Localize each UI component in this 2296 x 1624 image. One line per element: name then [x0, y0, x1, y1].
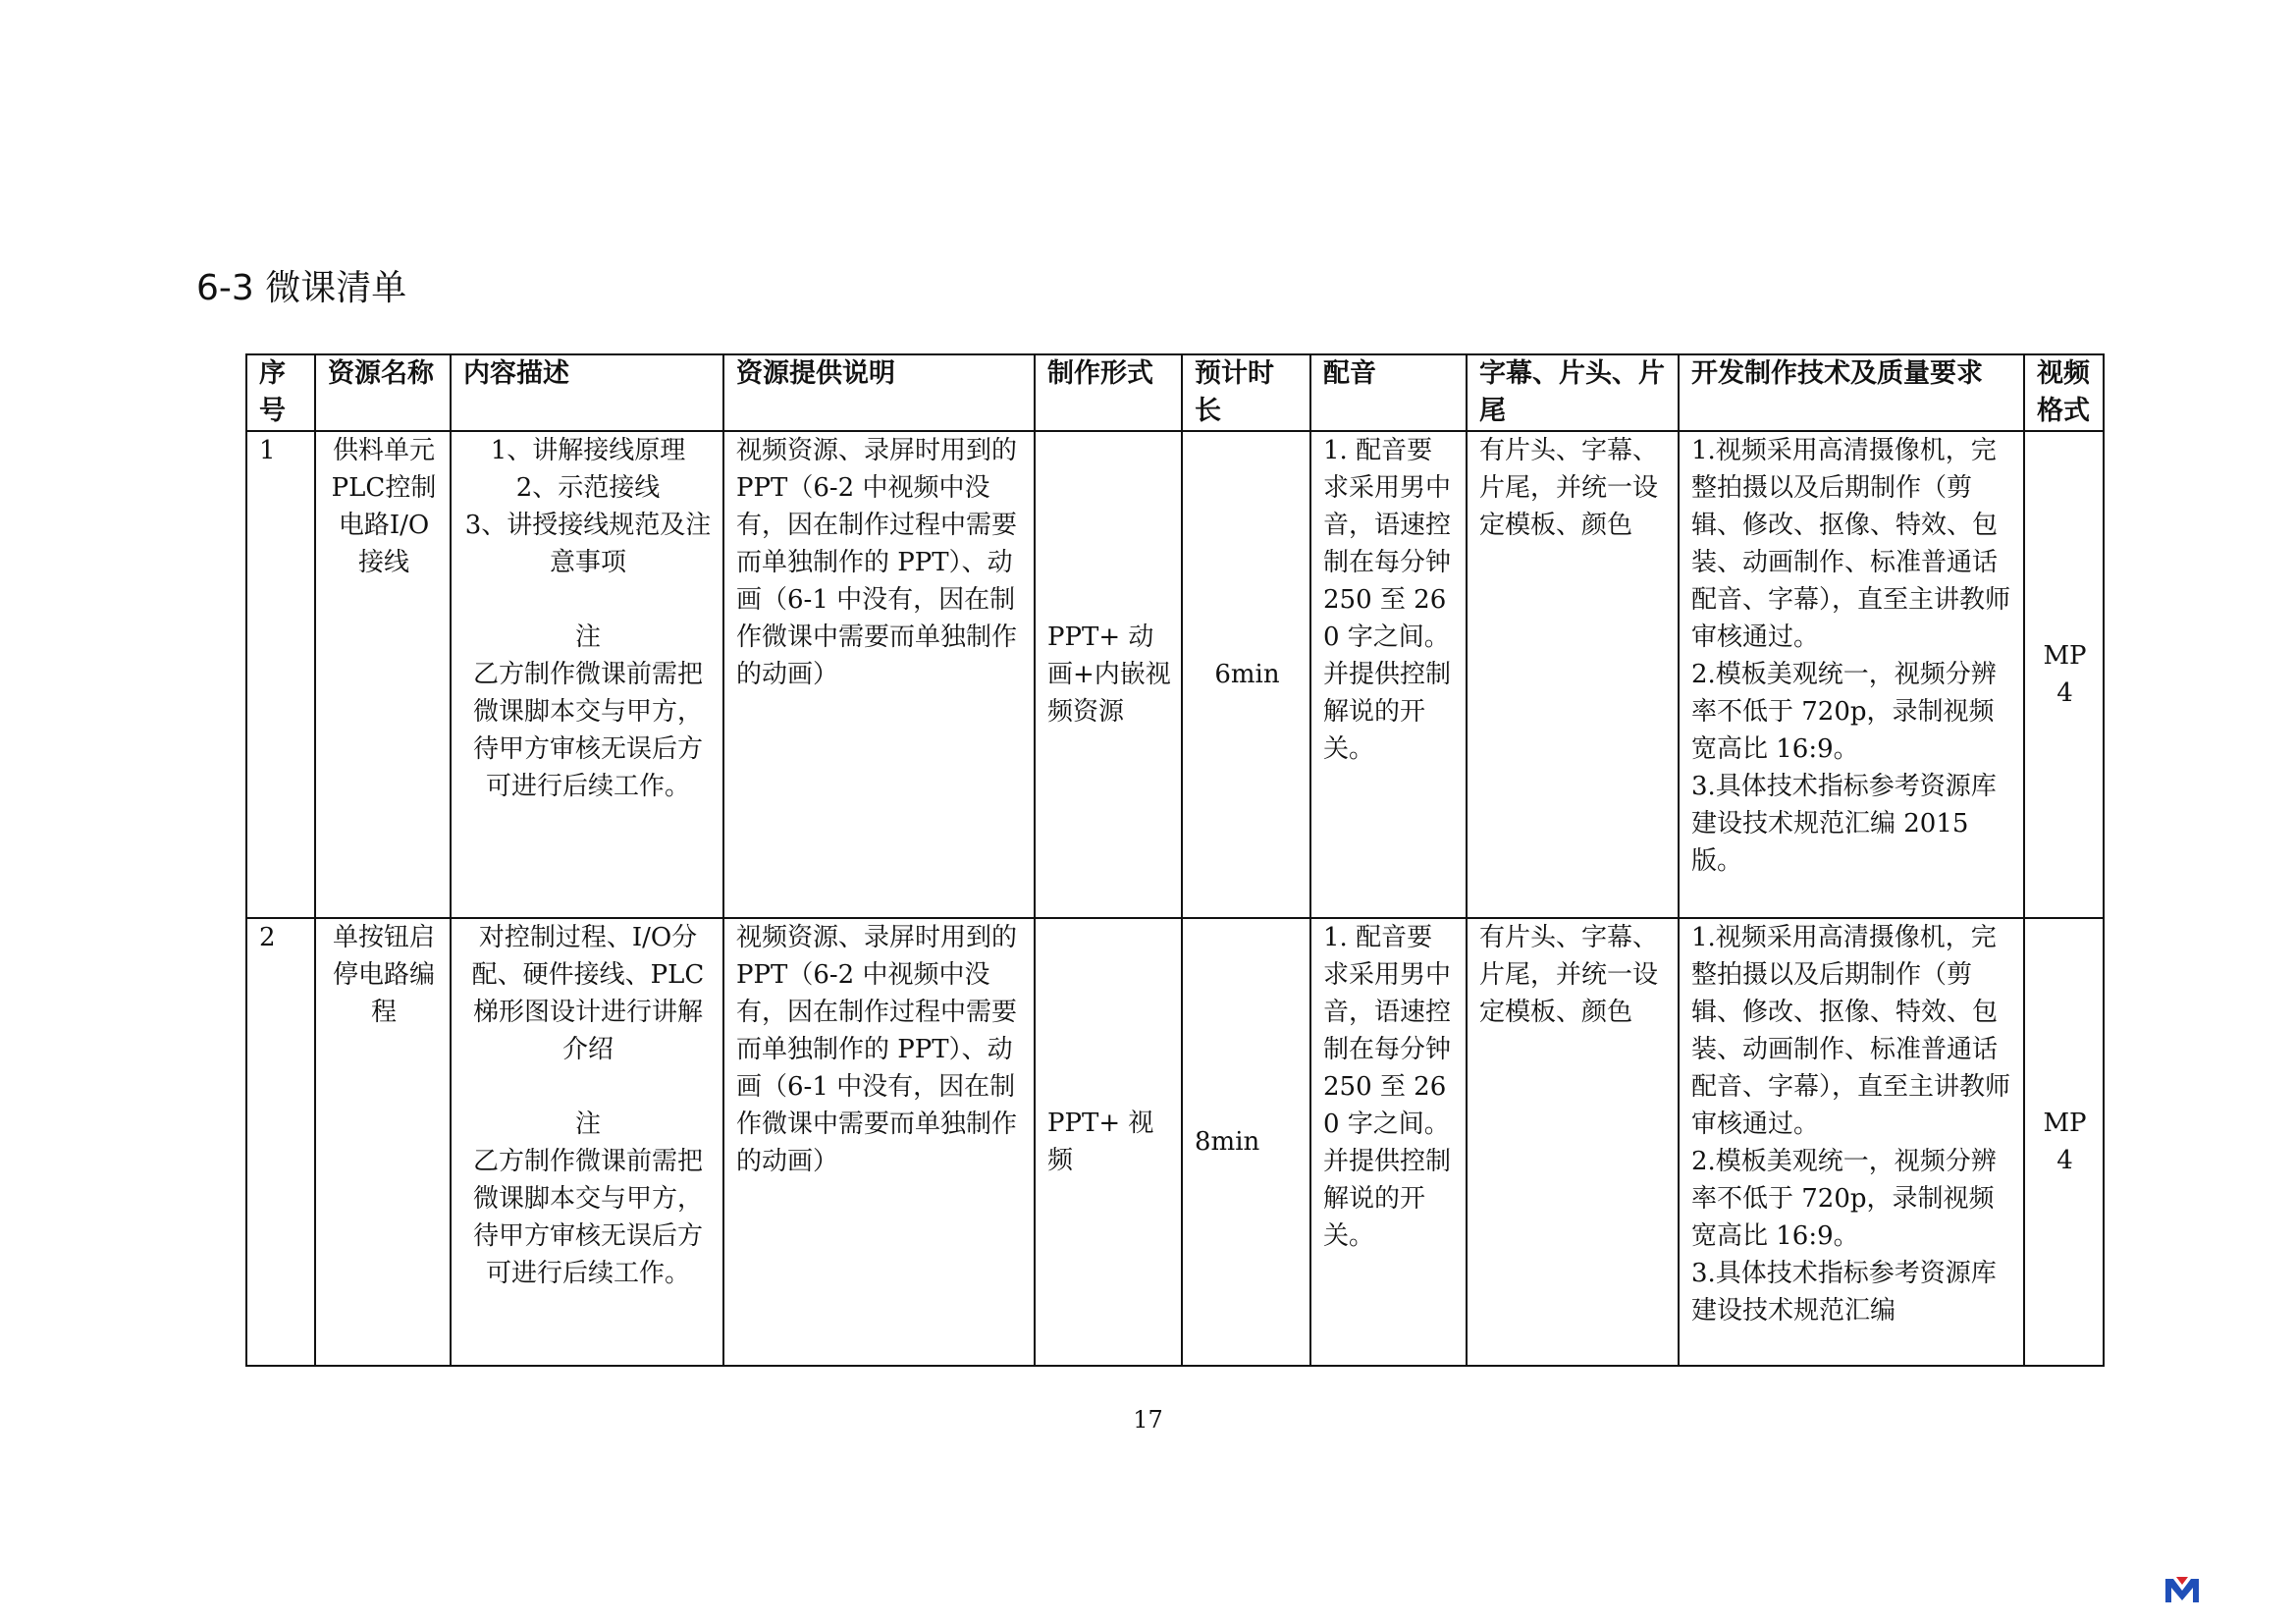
row-production-form: PPT+ 视频 — [1035, 918, 1182, 1366]
row-resource-name: 单按钮启停电路编程 — [315, 918, 451, 1366]
desc-note-label: 注 — [574, 1110, 601, 1139]
header-voiceover: 配音 — [1310, 354, 1467, 431]
row-resource-name: 供料单元PLC控制电路I/O接线 — [315, 431, 451, 918]
desc-line: 1、讲解接线原理 — [490, 436, 686, 465]
row-tech-quality — [1679, 431, 2024, 918]
row-voiceover: 1. 配音要求采用男中音，语速控制在每分钟 250 至 260 字之间。并提供控制解说的开关。 — [1310, 918, 1467, 1366]
row-content-description — [451, 918, 723, 1366]
desc-note: 乙方制作微课前需把微课脚本交与甲方，待甲方审核无误后方可进行后续工作。 — [472, 660, 703, 801]
row-voiceover: 1. 配音要求采用男中音，语速控制在每分钟 250 至 260 字之间。并提供控制解说的开关。 — [1310, 431, 1467, 918]
tech-item: 1.视频采用高清摄像机，完整拍摄以及后期制作（剪辑、修改、抠像、特效、包装、动画制作、标准普通话配音、字幕），直至主讲教师审核通过。 — [1691, 436, 2011, 652]
row-estimated-duration: 8min — [1182, 918, 1310, 1366]
row-production-form: PPT+ 动画+内嵌视频资源 — [1035, 431, 1182, 918]
desc-line: 3、讲授接线规范及注意事项 — [464, 511, 712, 577]
row-subtitles: 有片头、字幕、片尾，并统一设定模板、颜色 — [1467, 918, 1679, 1366]
row-content-description — [451, 431, 723, 918]
row-index: 2 — [246, 918, 315, 1366]
page-number: 17 — [1133, 1406, 1163, 1434]
header-resource-notes: 资源提供说明 — [723, 354, 1035, 431]
row-video-format: MP4 — [2024, 431, 2104, 918]
tech-item: 3.具体技术指标参考资源库建设技术规范汇编 — [1691, 1259, 1997, 1326]
table-header-row — [246, 354, 2104, 431]
section-title: 6-3 微课清单 — [196, 268, 407, 308]
header-resource-name: 资源名称 — [315, 354, 451, 431]
header-tech-quality: 开发制作技术及质量要求 — [1679, 354, 2024, 431]
micro-course-table — [245, 353, 2105, 1367]
header-production-form: 制作形式 — [1035, 354, 1182, 431]
row-video-format: MP4 — [2024, 918, 2104, 1366]
tech-item: 2.模板美观统一，视频分辨率不低于 720p，录制视频宽高比 16:9。 — [1691, 1147, 1997, 1251]
header-subtitles: 字幕、片头、片尾 — [1467, 354, 1679, 431]
table-row — [246, 918, 2104, 1366]
header-index: 序号 — [246, 354, 315, 431]
header-content-description: 内容描述 — [451, 354, 723, 431]
header-video-format: 视频格式 — [2024, 354, 2104, 431]
table-row — [246, 431, 2104, 918]
m-brand-logo-icon — [2163, 1573, 2201, 1604]
row-resource-notes: 视频资源、录屏时用到的 PPT（6-2 中视频中没有，因在制作过程中需要而单独制作的 PPT）、动画（6-1 中没有，因在制作微课中需要而单独制作的动画） — [723, 918, 1035, 1366]
desc-line: 2、示范接线 — [515, 473, 661, 503]
tech-item: 2.模板美观统一，视频分辨率不低于 720p，录制视频宽高比 16:9。 — [1691, 660, 1997, 764]
row-subtitles: 有片头、字幕、片尾，并统一设定模板、颜色 — [1467, 431, 1679, 918]
desc-note: 乙方制作微课前需把微课脚本交与甲方，待甲方审核无误后方可进行后续工作。 — [472, 1147, 703, 1288]
desc-line: 对控制过程、I/O分配、硬件接线、PLC 梯形图设计进行讲解介绍 — [471, 923, 705, 1064]
row-index: 1 — [246, 431, 315, 918]
tech-item: 1.视频采用高清摄像机，完整拍摄以及后期制作（剪辑、修改、抠像、特效、包装、动画制作、标准普通话配音、字幕），直至主讲教师审核通过。 — [1691, 923, 2011, 1139]
row-resource-notes: 视频资源、录屏时用到的 PPT（6-2 中视频中没有，因在制作过程中需要而单独制作的 PPT）、动画（6-1 中没有，因在制作微课中需要而单独制作的动画） — [723, 431, 1035, 918]
row-tech-quality — [1679, 918, 2024, 1366]
header-estimated-duration: 预计时长 — [1182, 354, 1310, 431]
row-estimated-duration: 6min — [1182, 431, 1310, 918]
desc-note-label: 注 — [574, 623, 601, 652]
tech-item: 3.具体技术指标参考资源库建设技术规范汇编 2015 版。 — [1691, 772, 1997, 876]
